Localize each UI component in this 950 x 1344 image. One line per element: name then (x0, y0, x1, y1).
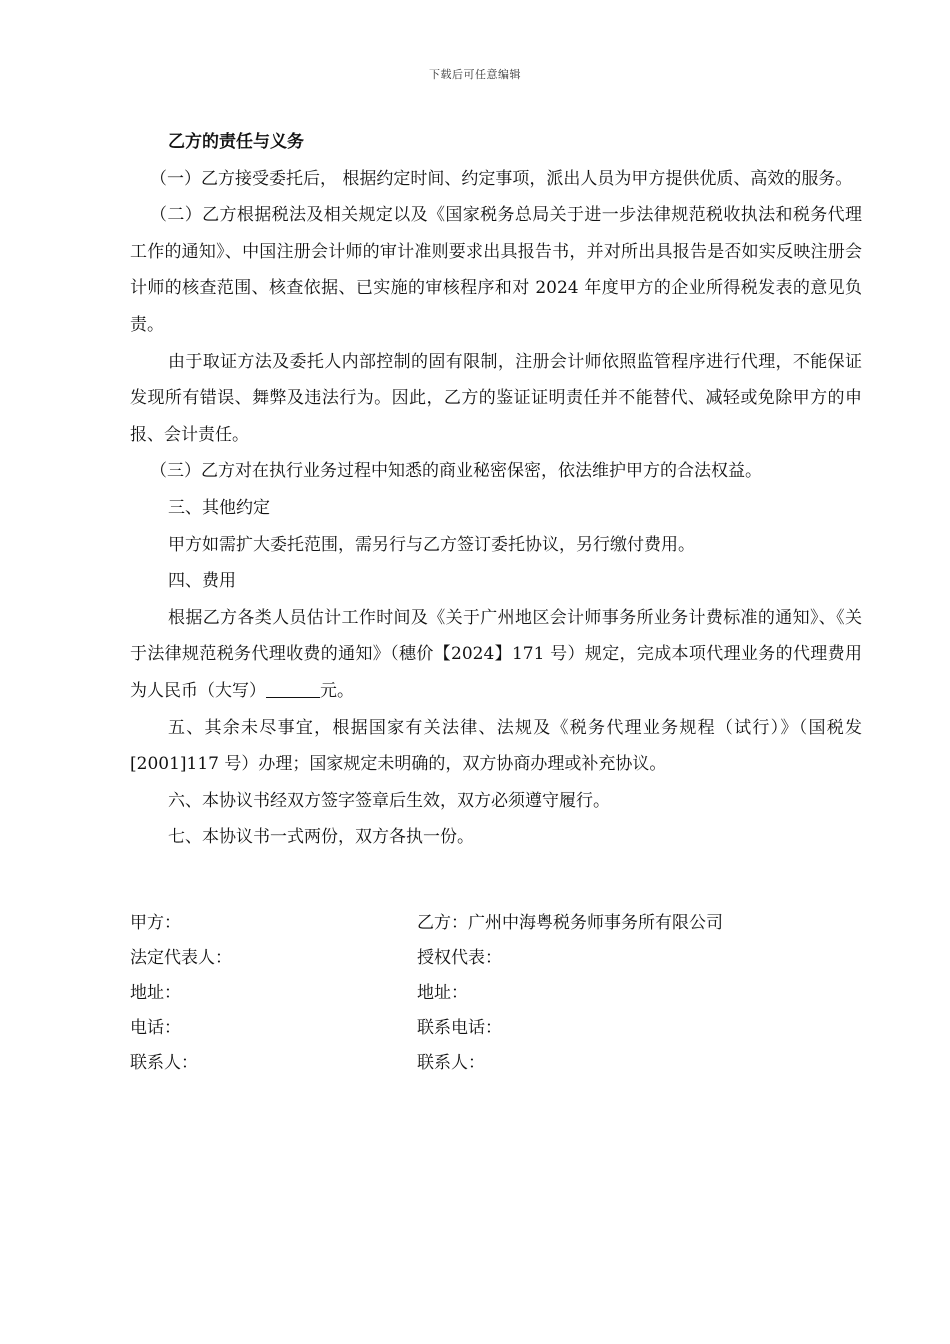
party-b-address: 地址： (417, 983, 468, 1003)
signature-row-phone (130, 1011, 862, 1046)
party-a-address: 地址： (130, 983, 181, 1003)
signature-row-contact (130, 1046, 862, 1081)
document-body (130, 124, 862, 856)
header-note: 下载后可任意编辑 (429, 68, 521, 81)
paragraph-2: （二）乙方根据税法及相关规定以及《国家税务总局关于进一步法律规范税收执法和税务代理工作的通知》、中国注册会计师的审计准则要求出具报告书，并对所出具报告是否如实反映注册会计师的核查范围、核查依据、已实施的审核程序和对 2024 年度甲方的企业所得税发表的意见负责。 (130, 205, 862, 335)
signature-row-representative (130, 941, 862, 976)
signature-row-address (130, 976, 862, 1011)
heading-fees: 四、费用 (168, 571, 236, 592)
signature-row-party (130, 906, 862, 941)
heading-other-agreements: 三、其他约定 (168, 497, 270, 518)
fee-text-before: 根据乙方各类人员估计工作时间及《关于广州地区会计师事务所业务计费标准的通知》、《关于法律规范税务代理收费的通知》（穗价【2024】171 号）规定，完成本项代理业务的代理费用为人民币（大写） (130, 607, 862, 701)
party-a-label: 甲方： (130, 913, 181, 933)
party-a-phone: 电话： (130, 1018, 181, 1038)
fee-amount-blank (266, 681, 320, 698)
party-b-label: 乙方：广州中海粤税务师事务所有限公司 (417, 913, 723, 933)
section-title: 乙方的责任与义务 (168, 132, 304, 152)
party-b-authorized-rep: 授权代表： (417, 948, 502, 968)
paragraph-4: （三）乙方对在执行业务过程中知悉的商业秘密保密，依法维护甲方的合法权益。 (150, 461, 762, 482)
party-a-contact: 联系人： (130, 1053, 198, 1073)
signature-block (130, 906, 862, 1081)
party-b-phone: 联系电话： (417, 1018, 502, 1038)
fee-text-after: 元。 (320, 680, 354, 701)
paragraph-3: 由于取证方法及委托人内部控制的固有限制，注册会计师依照监管程序进行代理，不能保证发现所有错误、舞弊及违法行为。因此，乙方的鉴证证明责任并不能替代、减轻或免除甲方的申报、会计责任。 (130, 351, 862, 445)
paragraph-effective: 六、本协议书经双方签字签章后生效，双方必须遵守履行。 (168, 790, 610, 811)
paragraph-1: （一）乙方接受委托后， 根据约定时间、约定事项，派出人员为甲方提供优质、高效的服务。 (150, 168, 853, 189)
party-a-legal-rep: 法定代表人： (130, 948, 232, 968)
paragraph-other-agreements: 甲方如需扩大委托范围，需另行与乙方签订委托协议，另行缴付费用。 (168, 534, 695, 555)
paragraph-copies: 七、本协议书一式两份，双方各执一份。 (168, 827, 474, 848)
party-b-contact: 联系人： (417, 1053, 485, 1073)
paragraph-fees (130, 600, 862, 710)
paragraph-remaining-matters: 五、其余未尽事宜，根据国家有关法律、法规及《税务代理业务规程（试行）》（国税发[2001]117 号）办理；国家规定未明确的，双方协商办理或补充协议。 (130, 717, 862, 775)
